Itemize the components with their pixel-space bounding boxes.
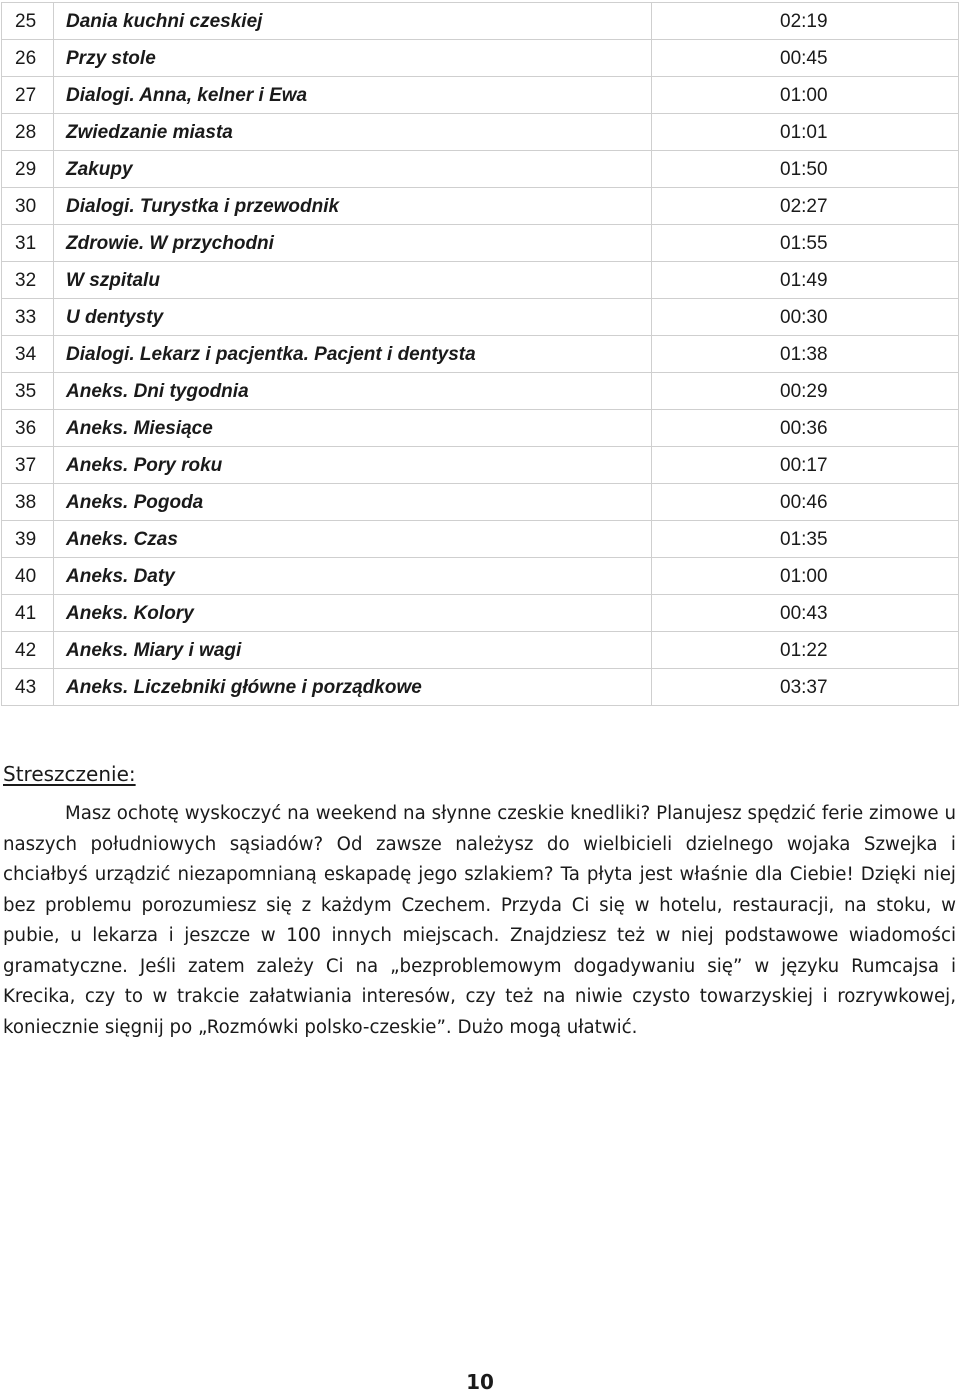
table-row [2, 114, 959, 151]
track-duration: 01:00 [652, 558, 959, 595]
track-duration: 01:55 [652, 225, 959, 262]
track-title: Zakupy [54, 151, 652, 188]
track-title: Aneks. Dni tygodnia [54, 373, 652, 410]
track-title: Aneks. Czas [54, 521, 652, 558]
track-title: Aneks. Liczebniki główne i porządkowe [54, 669, 652, 706]
track-duration: 03:37 [652, 669, 959, 706]
track-duration: 01:49 [652, 262, 959, 299]
page-number: 10 [466, 1370, 494, 1394]
table-row [2, 595, 959, 632]
summary-heading: Streszczenie: [3, 762, 136, 786]
track-number: 43 [2, 669, 54, 706]
track-table [1, 2, 959, 706]
track-number: 25 [2, 3, 54, 40]
track-duration: 00:29 [652, 373, 959, 410]
table-row [2, 262, 959, 299]
track-duration: 02:19 [652, 3, 959, 40]
track-title: Dania kuchni czeskiej [54, 3, 652, 40]
track-number: 42 [2, 632, 54, 669]
track-title: Zdrowie. W przychodni [54, 225, 652, 262]
track-number: 37 [2, 447, 54, 484]
table-row [2, 77, 959, 114]
track-duration: 01:50 [652, 151, 959, 188]
table-row [2, 410, 959, 447]
track-title: Aneks. Miary i wagi [54, 632, 652, 669]
track-title: Aneks. Pogoda [54, 484, 652, 521]
table-row [2, 40, 959, 77]
track-number: 29 [2, 151, 54, 188]
summary-text: Masz ochotę wyskoczyć na weekend na słynne czeskie knedliki? Planujesz spędzić ferie zimowe u naszych południowych sąsiadów? Od zawsze należysz do wielbicieli dzielnego wojaka Szwejka i chciałbyś urządzić niezapomnianą eskapadę jego szlakiem? Ta płyta jest właśnie dla Ciebie! Dzięki niej bez problemu porozumiesz się z każdym Czechem. Przyda Ci się w hotelu, restauracji, na stoku, w pubie, u lekarza i jeszcze w 100 innych miejscach. Znajdziesz też w niej podstawowe wiadomości gramatyczne. Jeśli zatem zależy Ci na „bezproblemowym dogadywaniu się” w języku Rumcajsa i Krecika, czy to w trakcie załatwiania interesów, czy też na niwie czysto towarzyskiej i rozrywkowej, koniecznie sięgnij po „Rozmówki polsko-czeskie”. Dużo mogą ułatwić. [3, 803, 956, 1038]
track-duration: 01:38 [652, 336, 959, 373]
track-duration: 02:27 [652, 188, 959, 225]
table-row [2, 558, 959, 595]
track-number: 39 [2, 521, 54, 558]
table-row [2, 3, 959, 40]
table-row [2, 188, 959, 225]
track-number: 26 [2, 40, 54, 77]
track-number: 32 [2, 262, 54, 299]
table-row [2, 521, 959, 558]
track-duration: 00:17 [652, 447, 959, 484]
track-title: Aneks. Miesiące [54, 410, 652, 447]
track-title: Dialogi. Turystka i przewodnik [54, 188, 652, 225]
table-row [2, 669, 959, 706]
track-number: 35 [2, 373, 54, 410]
track-number: 28 [2, 114, 54, 151]
track-number: 30 [2, 188, 54, 225]
table-row [2, 151, 959, 188]
track-number: 36 [2, 410, 54, 447]
track-duration: 01:01 [652, 114, 959, 151]
track-title: Aneks. Pory roku [54, 447, 652, 484]
track-title: Przy stole [54, 40, 652, 77]
track-number: 33 [2, 299, 54, 336]
track-title: U dentysty [54, 299, 652, 336]
track-title: W szpitalu [54, 262, 652, 299]
track-duration: 01:35 [652, 521, 959, 558]
track-title: Aneks. Daty [54, 558, 652, 595]
track-title: Dialogi. Lekarz i pacjentka. Pacjent i dentysta [54, 336, 652, 373]
track-duration: 01:22 [652, 632, 959, 669]
track-title: Aneks. Kolory [54, 595, 652, 632]
track-number: 40 [2, 558, 54, 595]
track-number: 34 [2, 336, 54, 373]
track-number: 41 [2, 595, 54, 632]
track-number: 27 [2, 77, 54, 114]
track-duration: 00:36 [652, 410, 959, 447]
track-duration: 00:30 [652, 299, 959, 336]
table-row [2, 373, 959, 410]
track-duration: 00:46 [652, 484, 959, 521]
table-row [2, 447, 959, 484]
table-row [2, 299, 959, 336]
table-row [2, 336, 959, 373]
track-title: Zwiedzanie miasta [54, 114, 652, 151]
track-duration: 01:00 [652, 77, 959, 114]
track-number: 31 [2, 225, 54, 262]
table-row [2, 632, 959, 669]
table-row [2, 484, 959, 521]
table-row [2, 225, 959, 262]
track-table-body [2, 3, 959, 706]
track-duration: 00:43 [652, 595, 959, 632]
track-number: 38 [2, 484, 54, 521]
track-title: Dialogi. Anna, kelner i Ewa [54, 77, 652, 114]
track-duration: 00:45 [652, 40, 959, 77]
